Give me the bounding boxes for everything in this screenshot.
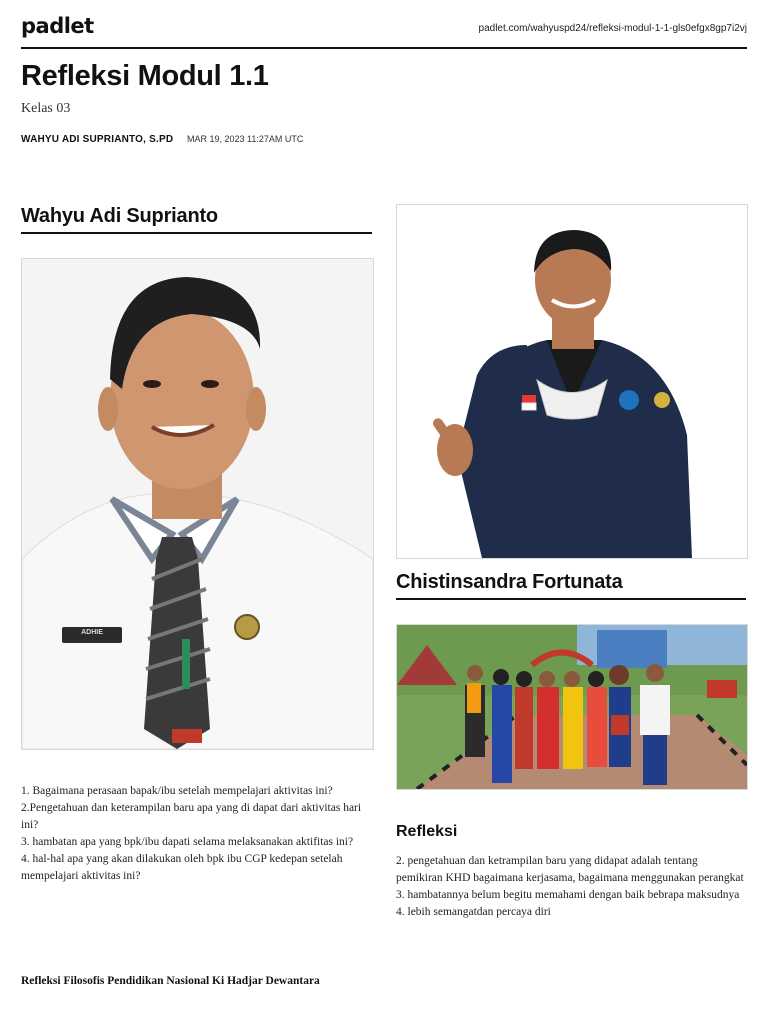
padlet-logo[interactable]: padlet [21,14,94,38]
left-post-photo[interactable] [21,258,374,750]
question-4: 4. hal-hal apa yang akan dilakukan oleh bpk ibu CGP kedepan setelah mempelajari aktivitas ini? [21,853,343,882]
group-photo[interactable] [396,624,748,790]
right-post-photo[interactable] [396,204,748,559]
question-1: 1. Bagaimana perasaan bapak/ibu setelah mempelajari aktivitas ini? [21,785,333,797]
padlet-url[interactable]: padlet.com/wahyuspd24/refleksi-modul-1-1-gls0efgx8gp7i2vj [478,23,747,34]
right-post-divider [396,598,746,600]
author-name: WAHYU ADI SUPRIANTO, S.PD [21,134,174,145]
name-badge-text: ADHIE [81,629,103,636]
post-date: MAR 19, 2023 11:27AM UTC [187,134,304,144]
question-3: 3. hambatan apa yang bpk/ibu dapati selama melaksanakan aktifitas ini? [21,836,354,848]
answer-2: 2. pengetahuan dan ketrampilan baru yang didapat adalah tentang pemikiran KHD bagaimana kerjasama, bagaimana menggunakan perangkat [396,855,744,884]
left-post-footer: Refleksi Filosofis Pendidikan Nasional Ki Hadjar Dewantara [21,975,320,987]
answer-4: 4. lebih semangatdan percaya diri [396,906,551,918]
header-divider [21,47,747,49]
left-post-divider [21,232,372,234]
right-post-body [396,853,746,921]
answer-3: 3. hambatannya belum begitu memahami dengan baik bebrapa maksudnya [396,889,740,901]
left-post-title: Wahyu Adi Suprianto [21,205,218,227]
left-post-body [21,783,366,885]
page-title: Refleksi Modul 1.1 [21,60,269,92]
page-subtitle: Kelas 03 [21,101,71,116]
question-2: 2.Pengetahuan dan keterampilan baru apa yang di dapat dari aktivitas hari ini? [21,802,362,831]
right-post-title: Chistinsandra Fortunata [396,571,623,593]
refleksi-heading: Refleksi [396,823,458,840]
